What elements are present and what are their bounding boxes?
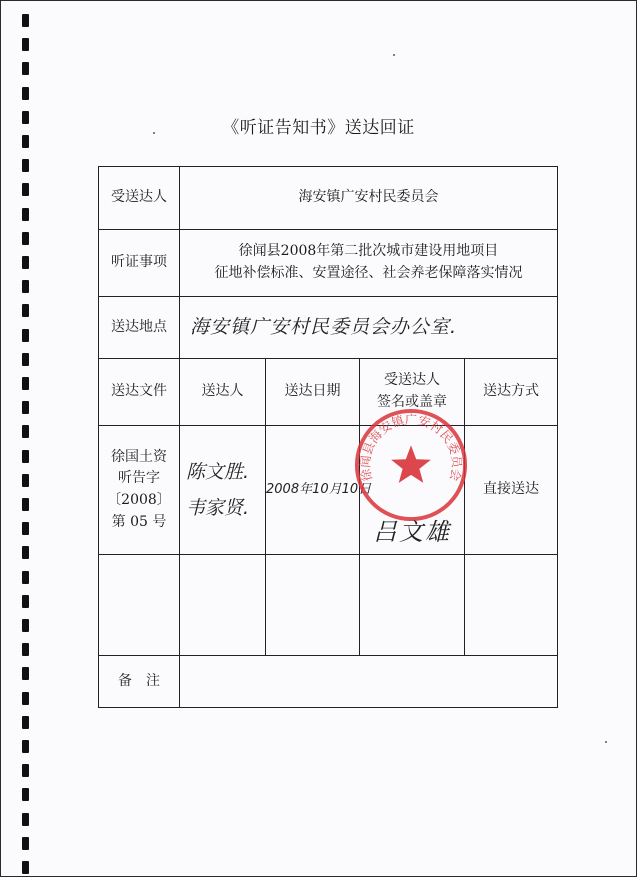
header-deliverer: 送达人 [180, 359, 266, 426]
binding-hole [22, 788, 29, 801]
deliverer-name-2: 韦家贤. [186, 497, 250, 519]
remarks-row [99, 656, 558, 708]
deliverer-names [180, 426, 266, 555]
hearing-line-1: 徐闻县2008年第二批次城市建设用地项目 [238, 243, 499, 260]
binding-hole [22, 474, 29, 487]
delivery-receipt-table [98, 166, 558, 708]
binding-hole [22, 353, 29, 366]
binding-hole [22, 62, 29, 75]
blank-cell-1 [99, 555, 180, 656]
address-row [99, 297, 558, 359]
binding-holes [22, 14, 32, 869]
binding-hole [22, 837, 29, 850]
binding-hole [22, 861, 29, 874]
binding-hole [22, 546, 29, 559]
binding-hole [22, 450, 29, 463]
delivery-method: 直接送达 [465, 426, 558, 555]
header-signature-line-2: 签名或盖章 [377, 394, 447, 410]
document-number-line-3: 〔2008〕 [107, 492, 171, 508]
recipient-signature-cell [358, 412, 465, 555]
document-number-line-2: 听告字 [118, 470, 160, 487]
blank-cell-4 [360, 555, 465, 656]
header-method: 送达方式 [465, 359, 558, 426]
binding-hole [22, 764, 29, 777]
binding-hole [22, 571, 29, 584]
binding-hole [22, 643, 29, 656]
binding-hole [22, 232, 29, 245]
paper-speck [153, 132, 155, 134]
header-signature-line-1: 受送达人 [384, 372, 440, 389]
blank-cell-2 [180, 555, 266, 656]
recipient-signature: 吕文雄 [373, 518, 451, 546]
delivery-date: 2008年10月10日 [266, 426, 360, 555]
binding-hole [22, 595, 29, 608]
address-label: 送达地点 [99, 297, 180, 359]
column-header-row [99, 359, 558, 426]
binding-hole [22, 813, 29, 826]
document-number [99, 426, 180, 555]
document-number-line-4: 第 05 号 [111, 513, 167, 530]
recipient-label: 受送达人 [99, 167, 180, 230]
svg-text:徐闻县海安镇广安村民委员会: 徐闻县海安镇广安村民委员会 [358, 412, 464, 483]
binding-hole [22, 14, 29, 27]
binding-hole [22, 159, 29, 172]
delivery-entry-row [99, 426, 558, 555]
header-document: 送达文件 [99, 359, 180, 426]
header-date: 送达日期 [266, 359, 360, 426]
paper-speck [393, 54, 395, 56]
document-number-line-1: 徐国土资 [111, 448, 167, 465]
binding-hole [22, 619, 29, 632]
binding-hole [22, 522, 29, 535]
binding-hole [22, 498, 29, 511]
binding-hole [22, 38, 29, 51]
blank-row [99, 555, 558, 656]
binding-hole [22, 740, 29, 753]
binding-hole [22, 667, 29, 680]
binding-hole [22, 208, 29, 221]
binding-hole [22, 280, 29, 293]
address-value: 海安镇广安村民委员会办公室. [180, 297, 558, 359]
binding-hole [22, 87, 29, 100]
remarks-label: 备 注 [99, 656, 180, 708]
binding-hole [22, 183, 29, 196]
binding-hole [22, 401, 29, 414]
recipient-value: 海安镇广安村民委员会 [180, 167, 558, 230]
remarks-value [180, 656, 558, 708]
binding-hole [22, 256, 29, 269]
binding-hole [22, 329, 29, 342]
recipient-row [99, 167, 558, 230]
hearing-label: 听证事项 [99, 230, 180, 297]
page-title: 《听证告知书》送达回证 [222, 118, 415, 138]
hearing-value [180, 230, 558, 297]
hearing-row [99, 230, 558, 297]
blank-cell-3 [266, 555, 360, 656]
binding-hole [22, 692, 29, 705]
paper-speck [605, 741, 607, 743]
blank-cell-5 [465, 555, 558, 656]
hearing-line-2: 征地补偿标准、安置途径、社会养老保障落实情况 [214, 265, 523, 281]
binding-hole [22, 377, 29, 390]
binding-hole [22, 425, 29, 438]
binding-hole [22, 716, 29, 729]
official-seal-stamp [352, 406, 470, 524]
deliverer-name-1: 陈文胜. [186, 460, 250, 483]
binding-hole [22, 304, 29, 317]
